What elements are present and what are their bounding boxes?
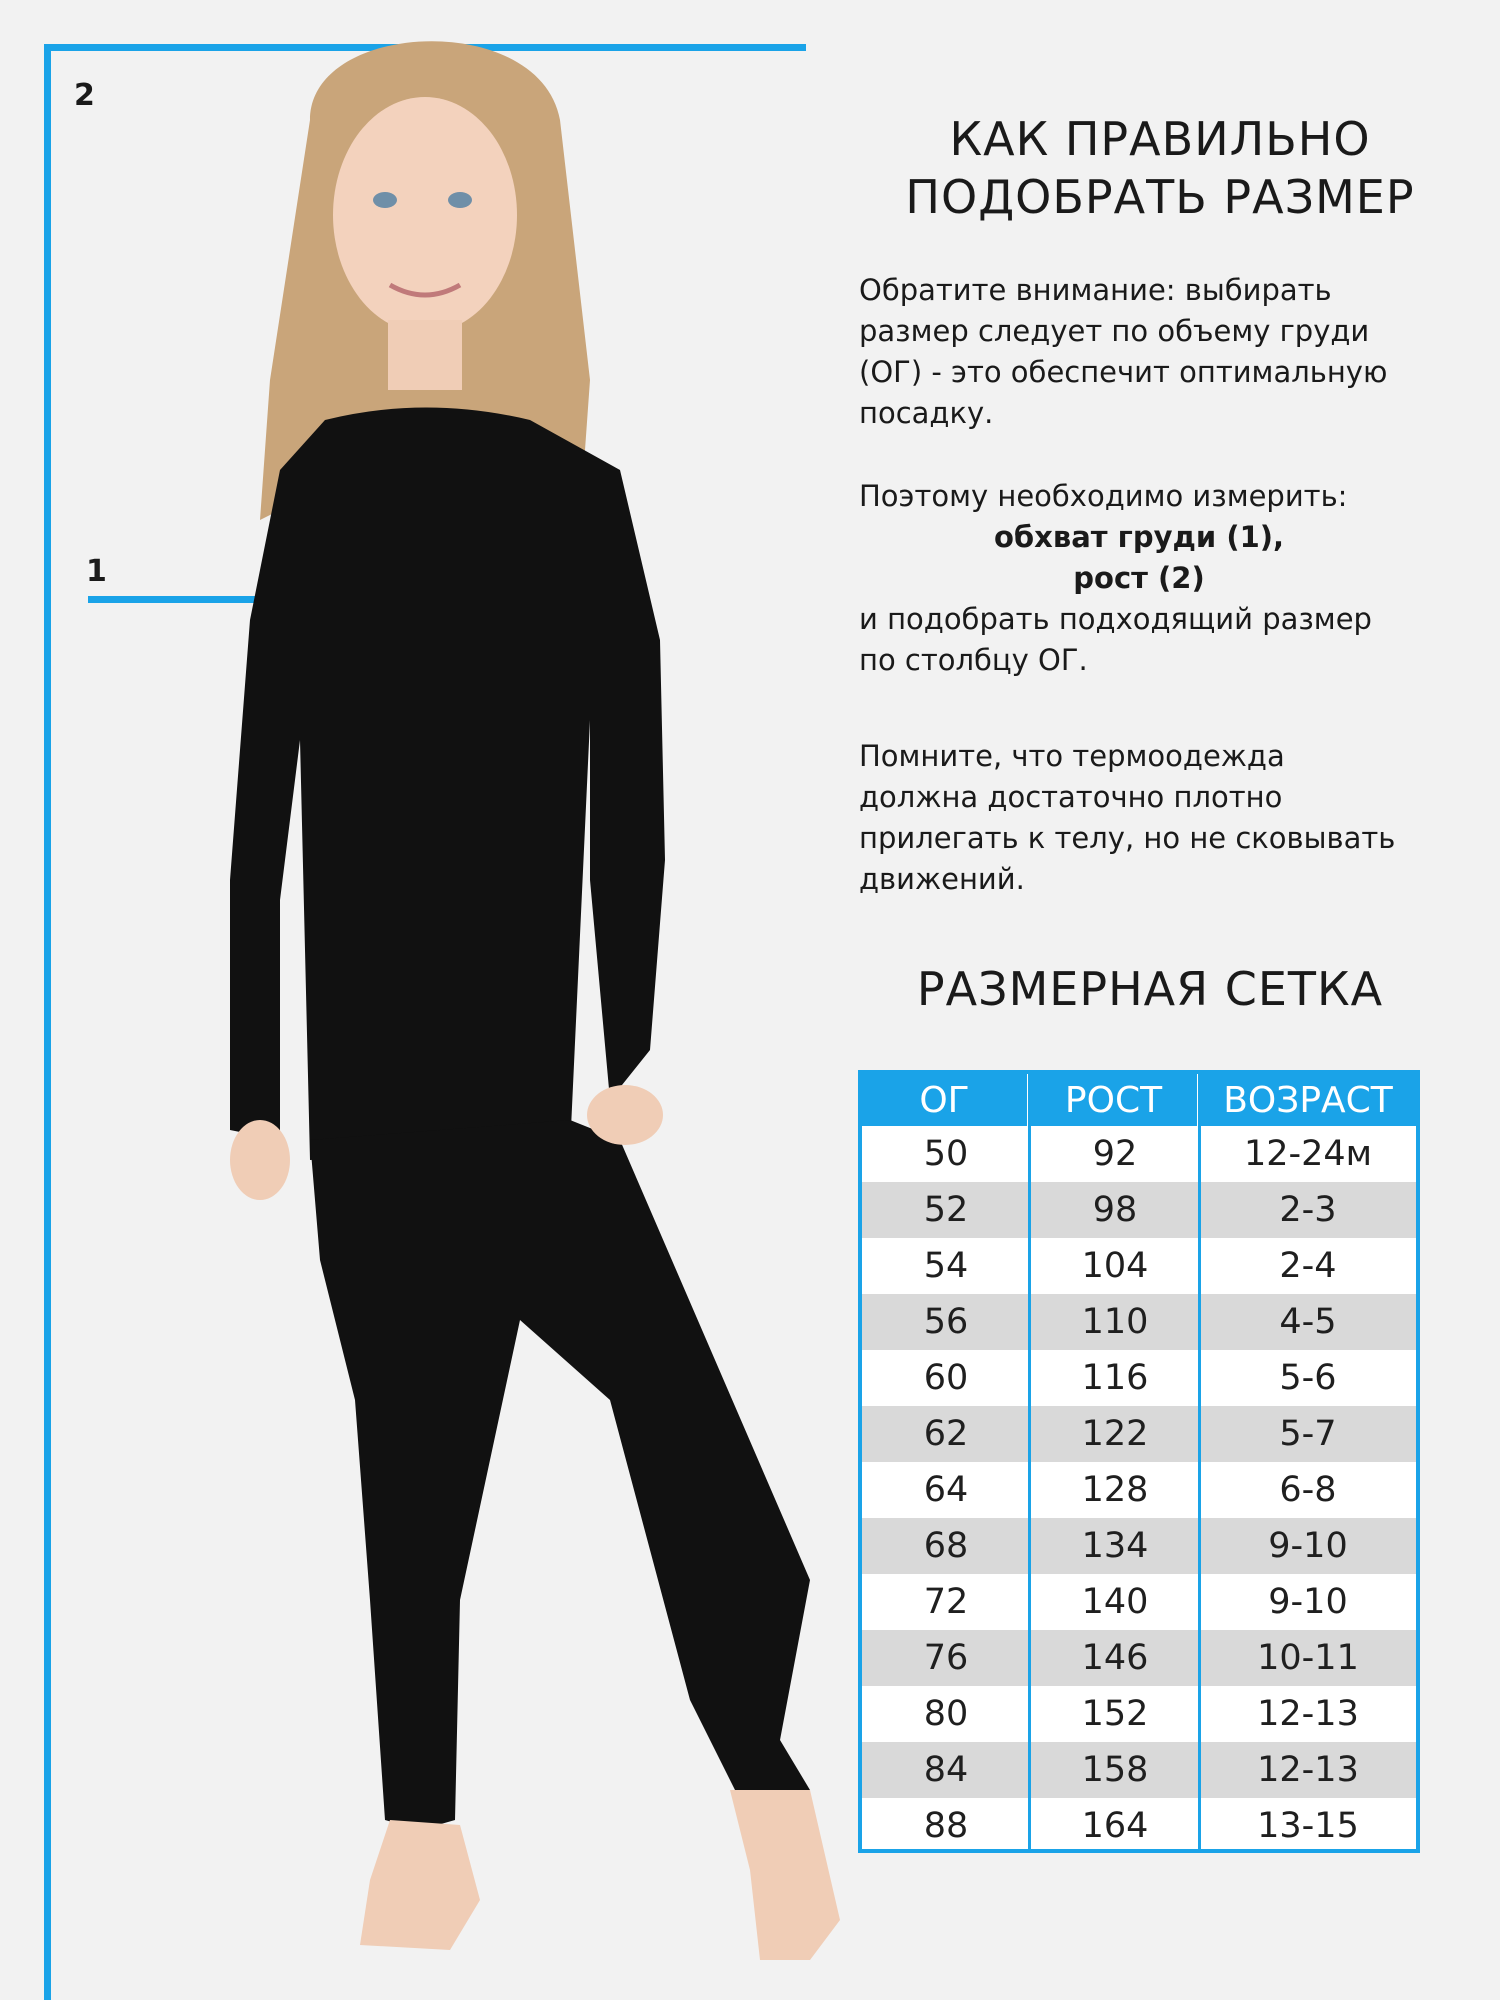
cell-height: 110 — [1081, 1302, 1149, 1342]
text-line: прилегать к телу, но не сковывать — [859, 821, 1396, 855]
cell-height: 158 — [1081, 1750, 1149, 1790]
column-divider — [1198, 1074, 1201, 1853]
measure-height-label: рост (2) — [1073, 561, 1205, 595]
table-row — [862, 1406, 1416, 1462]
text-line: Обратите внимание: выбирать — [859, 273, 1332, 307]
cell-height: 98 — [1092, 1190, 1138, 1230]
cell-chest: 76 — [923, 1638, 969, 1678]
height-measure-side-line — [44, 44, 51, 2000]
instructions-paragraph-2-lead: Поэтому необходимо измерить: — [859, 479, 1348, 513]
table-row — [862, 1462, 1416, 1518]
text-line: и подобрать подходящий размер — [859, 602, 1372, 636]
table-row — [862, 1238, 1416, 1294]
cell-age: 9-10 — [1268, 1526, 1348, 1566]
text-line: движений. — [859, 862, 1025, 896]
cell-age: 12-13 — [1257, 1694, 1359, 1734]
thermal-top — [230, 408, 665, 1161]
cell-height: 128 — [1081, 1470, 1149, 1510]
cell-height: 146 — [1081, 1638, 1149, 1678]
cell-chest: 62 — [923, 1414, 969, 1454]
table-row — [862, 1294, 1416, 1350]
cell-chest: 56 — [923, 1302, 969, 1342]
header-chest: ОГ — [862, 1074, 1030, 1126]
table-row — [862, 1574, 1416, 1630]
cell-height: 122 — [1081, 1414, 1149, 1454]
size-chart-table — [858, 1070, 1420, 1853]
child-model-illustration — [120, 0, 840, 2000]
cell-age: 9-10 — [1268, 1582, 1348, 1622]
height-marker-label: 2 — [74, 78, 95, 113]
measure-chest-label: обхват груди (1), — [993, 520, 1285, 554]
cell-chest: 64 — [923, 1470, 969, 1510]
cell-age: 5-6 — [1279, 1358, 1337, 1398]
table-body — [862, 1126, 1416, 1854]
cell-age: 2-3 — [1279, 1190, 1337, 1230]
cell-height: 134 — [1081, 1526, 1149, 1566]
cell-age: 10-11 — [1257, 1638, 1359, 1678]
cell-chest: 54 — [923, 1246, 969, 1286]
cell-chest: 50 — [923, 1134, 969, 1174]
cell-chest: 84 — [923, 1750, 969, 1790]
thermal-leggings — [310, 1120, 810, 1830]
chest-marker-label: 1 — [86, 554, 107, 589]
cell-age: 4-5 — [1279, 1302, 1337, 1342]
header-height: РОСТ — [1030, 1074, 1200, 1126]
page-title-line-2: ПОДОБРАТЬ РАЗМЕР — [905, 170, 1415, 224]
text-line: Помните, что термоодежда — [859, 739, 1285, 773]
face — [333, 97, 517, 333]
cell-age: 12-13 — [1257, 1750, 1359, 1790]
cell-chest: 60 — [923, 1358, 969, 1398]
table-row — [862, 1798, 1416, 1854]
table-row — [862, 1182, 1416, 1238]
cell-chest: 88 — [923, 1806, 969, 1846]
table-row — [862, 1518, 1416, 1574]
header-age: ВОЗРАСТ — [1223, 1080, 1393, 1121]
cell-age: 2-4 — [1279, 1246, 1337, 1286]
instructions-paragraph-3 — [859, 736, 1479, 900]
cell-chest: 72 — [923, 1582, 969, 1622]
table-row — [862, 1630, 1416, 1686]
size-chart-title: РАЗМЕРНАЯ СЕТКА — [916, 962, 1384, 1016]
table-row — [862, 1126, 1416, 1182]
cell-height: 164 — [1081, 1806, 1149, 1846]
table-row — [862, 1350, 1416, 1406]
text-line: по столбцу ОГ. — [859, 643, 1088, 677]
cell-chest: 52 — [923, 1190, 969, 1230]
cell-chest: 80 — [923, 1694, 969, 1734]
cell-age: 6-8 — [1279, 1470, 1337, 1510]
cell-height: 92 — [1092, 1134, 1138, 1174]
text-line: посадку. — [859, 396, 994, 430]
page-title-line-1: КАК ПРАВИЛЬНО — [949, 112, 1371, 166]
neck — [388, 320, 462, 390]
cell-chest: 68 — [923, 1526, 969, 1566]
instructions-paragraph-2-tail — [859, 599, 1479, 681]
text-line: размер следует по объему груди — [859, 314, 1370, 348]
cell-height: 116 — [1081, 1358, 1149, 1398]
table-row — [862, 1686, 1416, 1742]
cell-age: 5-7 — [1279, 1414, 1337, 1454]
cell-age: 12-24м — [1243, 1134, 1373, 1174]
column-divider — [1028, 1074, 1031, 1853]
cell-height: 152 — [1081, 1694, 1149, 1734]
cell-height: 104 — [1081, 1246, 1149, 1286]
text-line: (ОГ) - это обеспечит оптимальную — [859, 355, 1388, 389]
cell-age: 13-15 — [1257, 1806, 1359, 1846]
instructions-paragraph-1 — [859, 270, 1479, 434]
table-row — [862, 1742, 1416, 1798]
cell-height: 140 — [1081, 1582, 1149, 1622]
table-header-row — [862, 1074, 1416, 1126]
text-line: должна достаточно плотно — [859, 780, 1283, 814]
